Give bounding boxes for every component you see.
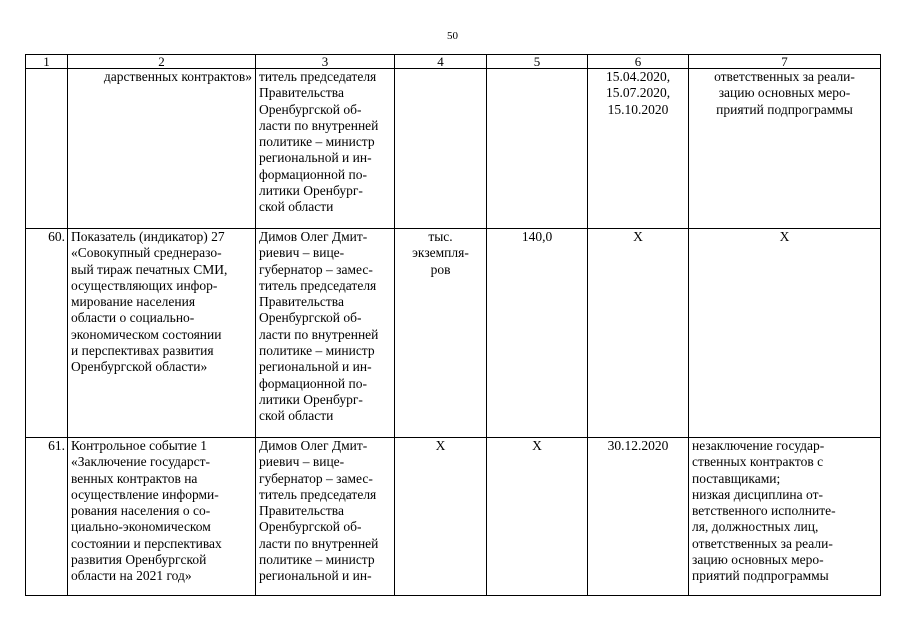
column-header-4: 4 [395,55,487,69]
target-value: Х [487,438,588,596]
risks: незаключение государ- ственных контрактов с поставщиками; низкая дисциплина от- ветственного исполните- ля, должностных лиц, ответственных за реали- зацию основных меро- приятий подпрограммы [689,438,881,596]
target-value [487,69,588,229]
item-name: Показатель (индикатор) 27 «Совокупный среднеразо- вый тираж печатных СМИ, осуществляющих инфор- мирование населения области о социально- экономическом состоянии и перспективах развития Оренбургской области» [68,229,256,438]
column-header-7: 7 [689,55,881,69]
unit: Х [395,438,487,596]
column-header-6: 6 [588,55,689,69]
table-row [26,69,881,229]
row-number: 61. [26,438,68,596]
item-name: дарственных контрактов» [68,69,256,229]
column-number-row [26,55,881,69]
column-header-5: 5 [487,55,588,69]
column-header-3: 3 [256,55,395,69]
row-number [26,69,68,229]
table-row [26,229,881,438]
item-name: Контрольное событие 1 «Заключение государст- венных контрактов на осуществление информи- рования населения о со- циально-экономическом состоянии и перспективах развития Оренбургской области на 2021 год» [68,438,256,596]
responsible-person: Димов Олег Дмит- риевич – вице- губернатор – замес- титель председателя Правительства Оренбургской об- ласти по внутренней политике – министр региональной и ин- [256,438,395,596]
risks: ответственных за реали- зацию основных меро- приятий подпрограммы [689,69,881,229]
deadline: Х [588,229,689,438]
unit: тыс. экземпля- ров [395,229,487,438]
risks: Х [689,229,881,438]
program-table [25,54,881,596]
deadline: 15.04.2020, 15.07.2020, 15.10.2020 [588,69,689,229]
row-number: 60. [26,229,68,438]
responsible-person: Димов Олег Дмит- риевич – вице- губернатор – замес- титель председателя Правительства Оренбургской об- ласти по внутренней политике – министр региональной и ин- формационной по- литики Оренбург- ской области [256,229,395,438]
table-row [26,438,881,596]
page-number: 50 [447,30,458,42]
target-value: 140,0 [487,229,588,438]
column-header-2: 2 [68,55,256,69]
responsible-person: титель председателя Правительства Оренбургской об- ласти по внутренней политике – министр региональной и ин- формационной по- литики Оренбург- ской области [256,69,395,229]
column-header-1: 1 [26,55,68,69]
deadline: 30.12.2020 [588,438,689,596]
unit [395,69,487,229]
